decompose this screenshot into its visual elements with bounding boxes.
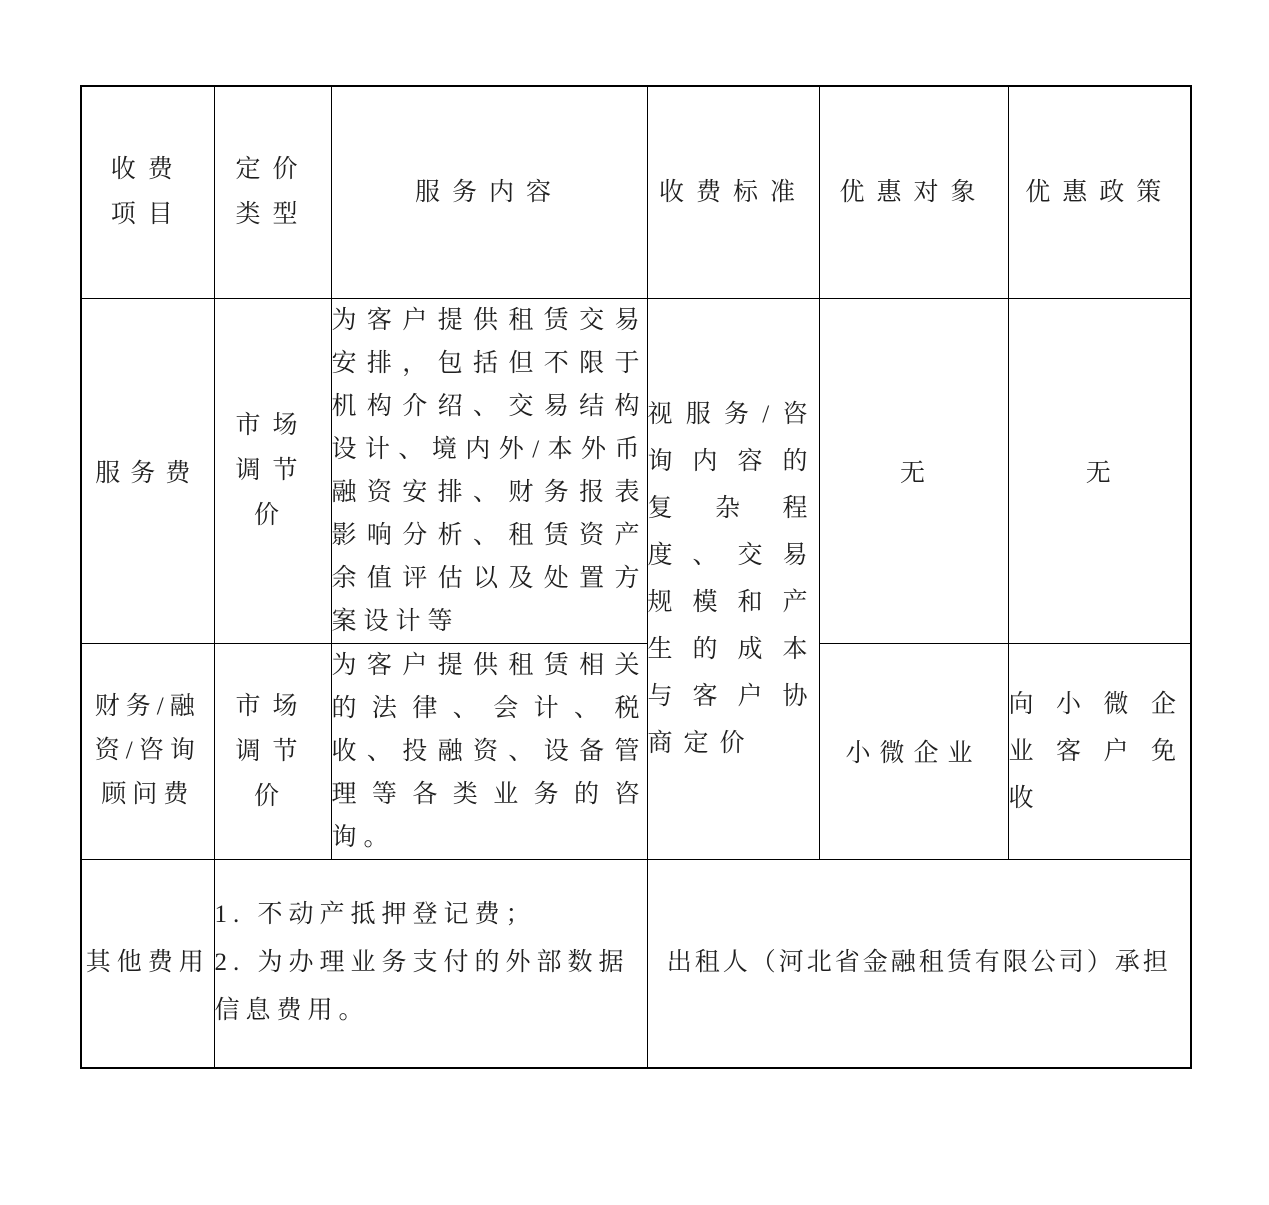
header-row	[81, 86, 1191, 298]
cell-content-other-fee: 1. 不动产抵押登记费； 2. 为办理业务支付的外部数据信息费用。	[214, 859, 647, 1068]
cell-pricing-service-fee: 市场 调节 价	[214, 298, 331, 643]
header-benefit-target: 优惠对象	[819, 86, 1008, 298]
cell-benefit-policy-service-fee: 无	[1008, 298, 1191, 643]
header-service-content: 服务内容	[331, 86, 647, 298]
cell-payer-note: 出租人（河北省金融租赁有限公司）承担	[647, 859, 1191, 1068]
table-row-other-fee	[81, 859, 1191, 1068]
cell-item-service-fee: 服务费	[81, 298, 214, 643]
header-fee-standard: 收费标准	[647, 86, 819, 298]
header-fee-item: 收费 项目	[81, 86, 214, 298]
cell-item-advisory-fee: 财务/融资/咨询顾问费	[81, 643, 214, 859]
cell-pricing-advisory-fee: 市场 调节 价	[214, 643, 331, 859]
cell-fee-standard-shared: 视服务/咨询内容的复杂程度、交易规模和产生的成本与客户协商定价	[647, 298, 819, 859]
cell-benefit-target-service-fee: 无	[819, 298, 1008, 643]
table-row-advisory-fee	[81, 643, 1191, 859]
header-benefit-policy: 优惠政策	[1008, 86, 1191, 298]
cell-benefit-policy-advisory-fee: 向小微企业客户免收	[1008, 643, 1191, 859]
cell-content-advisory-fee: 为客户提供租赁相关的法律、会计、税收、投融资、设备管理等各类业务的咨询。	[331, 643, 647, 859]
fee-schedule-table	[80, 85, 1192, 1069]
cell-item-other-fee: 其他费用	[81, 859, 214, 1068]
cell-content-service-fee: 为客户提供租赁交易安排，包括但不限于机构介绍、交易结构设计、境内外/本外币融资安排、财务报表影响分析、租赁资产余值评估以及处置方案设计等	[331, 298, 647, 643]
table-row-service-fee	[81, 298, 1191, 643]
cell-benefit-target-advisory-fee: 小微企业	[819, 643, 1008, 859]
header-pricing-type: 定价 类型	[214, 86, 331, 298]
